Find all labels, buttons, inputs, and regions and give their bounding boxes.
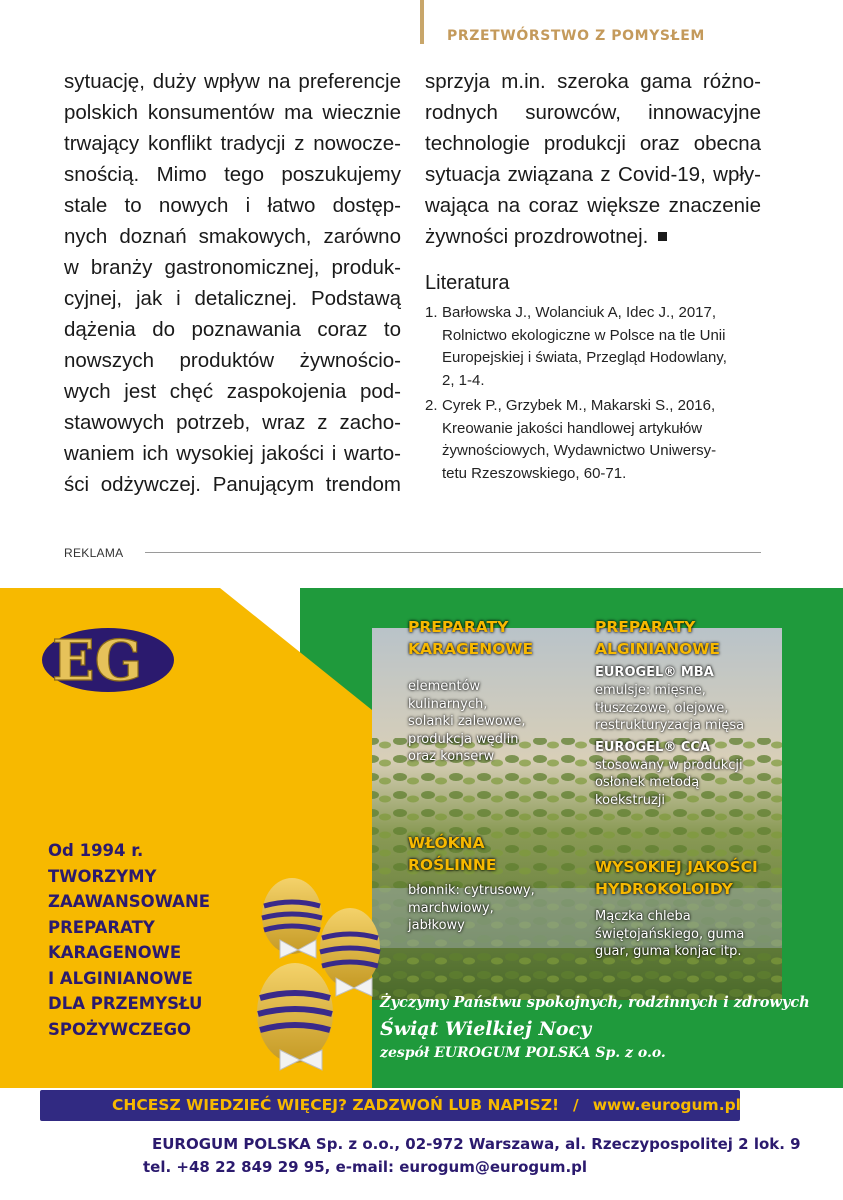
- product-text: jabłkowy: [408, 918, 465, 933]
- text-line-last: [425, 221, 761, 252]
- product-subheading: EUROGEL® CCA: [595, 739, 711, 755]
- product-text: błonnik: cytrusowy,: [408, 883, 535, 898]
- product-block-fibers: [408, 832, 535, 935]
- ad-label: REKLAMA: [64, 546, 124, 560]
- text-line: wająca na coraz większe znaczenie: [425, 194, 761, 217]
- text-line: polskich konsumentów ma wiecznie: [64, 101, 401, 124]
- product-text: marchwiowy,: [408, 900, 494, 916]
- headline-line: TWORZYMY: [48, 866, 157, 886]
- headline-line: ZAAWANSOWANE: [48, 892, 211, 911]
- end-of-article-mark: [658, 232, 667, 241]
- product-text: oraz konserw: [408, 749, 495, 764]
- headline-line: Od 1994 r.: [48, 841, 144, 860]
- cta-separator: /: [573, 1096, 579, 1114]
- product-text: świętojańskiego, guma: [595, 926, 745, 942]
- headline-line: I ALGINIANOWE: [48, 968, 193, 988]
- text-line: w branży gastronomicznej, produk-: [64, 256, 401, 279]
- product-heading: PREPARATY: [595, 618, 696, 636]
- headline-box: [22, 816, 242, 1066]
- product-text: elementów: [408, 679, 481, 694]
- reference-line: Barłowska J., Wolanciuk A, Idec J., 2017,: [442, 304, 717, 321]
- reference-item: [425, 302, 761, 392]
- article-left-column: [64, 66, 401, 500]
- egg-icon: [257, 963, 333, 1063]
- text-line: ści odżywczej. Panującym trendom: [64, 473, 401, 496]
- headline-line: PREPARATY: [48, 917, 155, 937]
- reference-line: Europejskiej i świata, Przegląd Hodowlany,: [442, 349, 727, 366]
- product-heading: WYSOKIEJ JAKOŚCI: [595, 858, 758, 876]
- reference-number: 1.: [425, 304, 438, 321]
- product-text: produkcja wędlin: [408, 731, 519, 747]
- easter-greeting: [380, 994, 810, 1061]
- product-heading: WŁÓKNA: [408, 834, 485, 852]
- text-line: sytuacja związana z Covid-19, wpły-: [425, 163, 761, 186]
- product-text: osłonek metodą: [595, 775, 700, 790]
- company-contact: tel. +48 22 849 29 95, e-mail: eurogum@eurogum.pl: [143, 1158, 588, 1176]
- text-line: sytuację, duży wpływ na preferencje: [64, 70, 401, 93]
- headline-text: [48, 838, 210, 1042]
- product-text: Mączka chleba: [595, 909, 691, 924]
- product-text: kulinarnych,: [408, 696, 488, 712]
- product-heading: PREPARATY: [408, 618, 509, 636]
- text-line: trwający konflikt tradycji z nowocze-: [64, 132, 401, 155]
- cta-bar: [40, 1090, 740, 1121]
- product-heading: HYDROKOLOIDY: [595, 880, 733, 898]
- product-text: koekstruzji: [595, 792, 666, 808]
- header-accent-bar: [420, 0, 424, 44]
- product-text: tłuszczowe, olejowe,: [595, 700, 729, 716]
- product-text: restrukturyzacja mięsa: [595, 718, 745, 733]
- cta-text: CHCESZ WIEDZIEĆ WIĘCEJ? ZADZWOŃ LUB NAPISZ!: [112, 1096, 560, 1114]
- product-block-hydrocolloids: [595, 856, 758, 961]
- text-line: stawowych potrzeb, wraz z zacho-: [64, 411, 401, 434]
- reference-item: [425, 395, 761, 485]
- product-text: solanki zalewowe,: [408, 714, 526, 729]
- website-link[interactable]: www.eurogum.pl: [592, 1096, 741, 1114]
- egg-icon: [320, 908, 380, 988]
- text-line: rodnych surowców, innowacyjne: [425, 101, 761, 124]
- logo-text: EG: [52, 628, 143, 694]
- reference-number: 2.: [425, 397, 438, 414]
- ad-divider: [145, 552, 761, 553]
- greeting-signature: zespół EUROGUM POLSKA Sp. z o.o.: [380, 1045, 666, 1061]
- literature-title: Literatura: [425, 272, 510, 294]
- reference-list: [425, 302, 761, 488]
- eurogum-logo: [40, 624, 180, 694]
- text-line: dążenia do poznawania coraz to: [64, 318, 401, 341]
- reference-line: 2, 1-4.: [442, 371, 485, 389]
- product-text: emulsje: mięsne,: [595, 683, 706, 698]
- reference-line: Rolnictwo ekologiczne w Polsce na tle Unii: [442, 326, 726, 344]
- article-right-column: [425, 66, 761, 252]
- advertisement: [0, 588, 843, 1200]
- reference-line: Cyrek P., Grzybek M., Makarski S., 2016,: [442, 397, 716, 414]
- section-label: PRZETWÓRSTWO Z POMYSŁEM: [447, 28, 705, 44]
- greeting-title: Świąt Wielkiej Nocy: [380, 1018, 592, 1040]
- product-block-alginate: [595, 616, 744, 809]
- text-line: technologie produkcji oraz obecna: [425, 132, 761, 155]
- reference-line: Kreowanie jakości handlowej artykułów: [442, 419, 703, 437]
- company-address: EUROGUM POLSKA Sp. z o.o., 02-972 Warszawa, al. Rzeczypospolitej 2 lok. 9: [152, 1135, 801, 1153]
- greeting-line: Życzymy Państwu spokojnych, rodzinnych i zdrowych: [380, 994, 810, 1011]
- product-text: stosowany w produkcji: [595, 757, 743, 773]
- headline-line: SPOŻYWCZEGO: [48, 1019, 192, 1039]
- text-line: nych doznań smakowych, zarówno: [64, 225, 401, 248]
- headline-line: KARAGENOWE: [48, 943, 182, 962]
- product-heading: ROŚLINNE: [408, 856, 497, 874]
- product-text: guar, guma konjac itp.: [595, 944, 742, 959]
- headline-line: DLA PRZEMYSŁU: [48, 994, 203, 1013]
- product-block-carrageenan: [408, 616, 533, 766]
- easter-eggs-illustration: [250, 878, 390, 1078]
- product-heading: KARAGENOWE: [408, 640, 534, 658]
- text-line: nowszych produktów żywnościo-: [64, 349, 401, 372]
- text-line: cyjnej, jak i detalicznej. Podstawą: [64, 287, 401, 310]
- text-line: snością. Mimo tego poszukujemy: [64, 163, 401, 186]
- text-line: stale to nowych i łatwo dostęp-: [64, 194, 401, 217]
- reference-line: żywnościowych, Wydawnictwo Uniwersy-: [442, 442, 717, 459]
- product-subheading: EUROGEL® MBA: [595, 665, 714, 680]
- reference-line: tetu Rzeszowskiego, 60-71.: [442, 464, 627, 482]
- text-line: sprzyja m.in. szeroka gama różno-: [425, 70, 761, 93]
- text-line: waniem ich wysokiej jakości i warto-: [64, 442, 401, 465]
- product-heading: ALGINIANOWE: [595, 640, 720, 658]
- text-line-content: żywności prozdrowotnej.: [425, 225, 649, 248]
- text-line: wych jest chęć zaspokojenia pod-: [64, 380, 401, 403]
- cta-text-group: [112, 1096, 741, 1114]
